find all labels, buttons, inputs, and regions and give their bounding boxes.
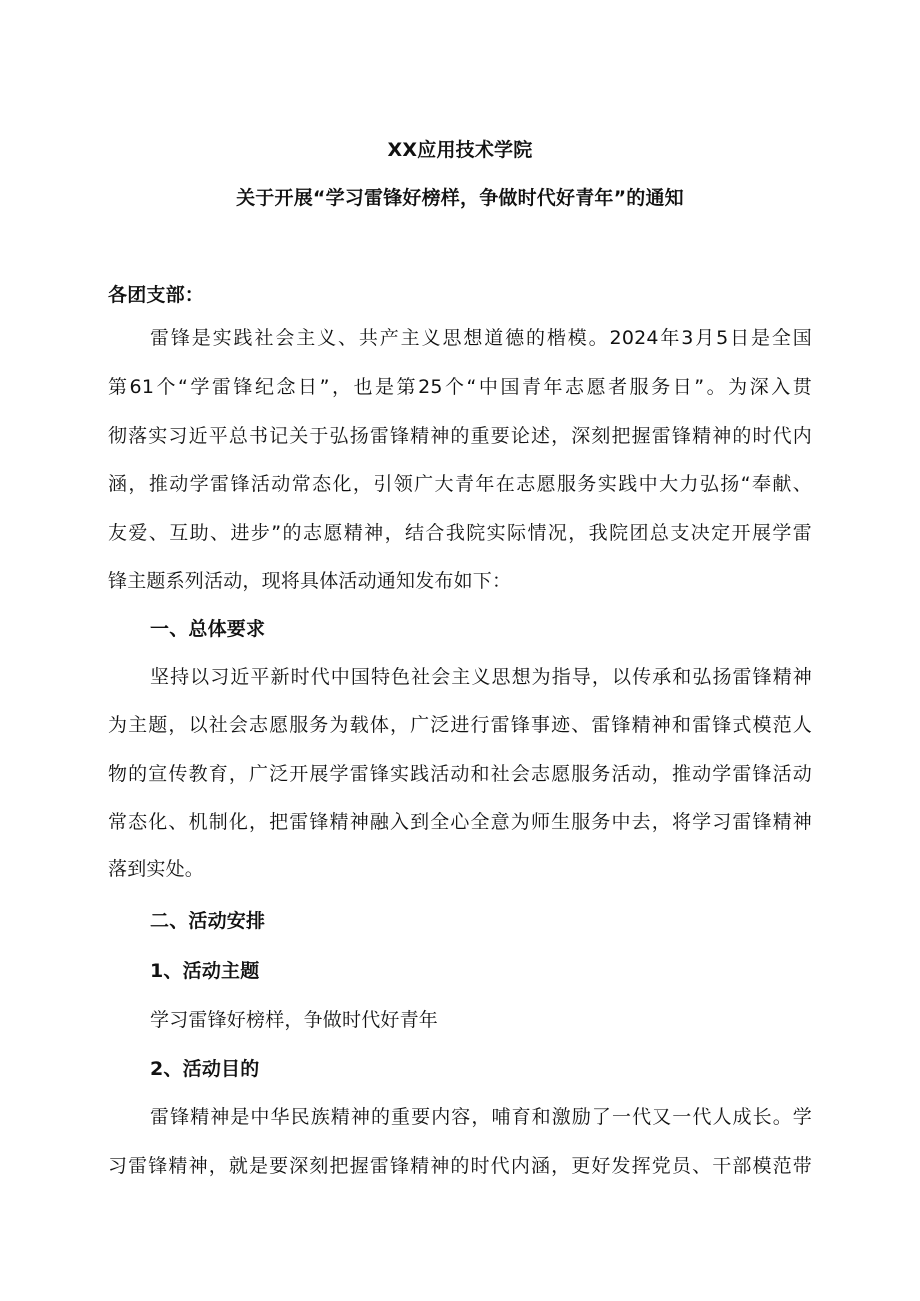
section1-line: 坚持以习近平新时代中国特色社会主义思想为指导，以传承和弘扬雷锋精神 <box>150 666 812 688</box>
section-heading: 一、总体要求 <box>150 618 266 640</box>
intro-line: 友爱、互助、进步”的志愿精神，结合我院实际情况，我院团总支决定开展学雷 <box>108 522 812 544</box>
notice-title: 关于开展“学习雷锋好榜样，争做时代好青年”的通知 <box>236 187 684 209</box>
section-heading: 二、活动安排 <box>150 910 266 932</box>
salutation: 各团支部： <box>108 284 205 306</box>
section1-line: 落到实处。 <box>108 858 205 880</box>
section1-line: 为主题，以社会志愿服务为载体，广泛进行雷锋事迹、雷锋精神和雷锋式模范人 <box>108 714 812 736</box>
intro-line: 彻落实习近平总书记关于弘扬雷锋精神的重要论述，深刻把握雷锋精神的时代内 <box>108 425 812 447</box>
subsection-heading: 2、活动目的 <box>150 1058 260 1080</box>
activity-theme-text: 学习雷锋好榜样，争做时代好青年 <box>150 1009 439 1031</box>
section2-line: 雷锋精神是中华民族精神的重要内容，哺育和激励了一代又一代人成长。学 <box>150 1106 812 1128</box>
intro-line: 锋主题系列活动，现将具体活动通知发布如下： <box>108 570 512 592</box>
section2-line: 习雷锋精神，就是要深刻把握雷锋精神的时代内涵，更好发挥党员、干部模范带 <box>108 1155 812 1177</box>
section1-line: 物的宣传教育，广泛开展学雷锋实践活动和社会志愿服务活动，推动学雷锋活动 <box>108 763 812 785</box>
subsection-heading: 1、活动主题 <box>150 960 260 982</box>
section1-line: 常态化、机制化，把雷锋精神融入到全心全意为师生服务中去，将学习雷锋精神 <box>108 811 812 833</box>
intro-line: 涵，推动学雷锋活动常态化，引领广大青年在志愿服务实践中大力弘扬“奉献、 <box>108 473 812 495</box>
intro-line: 雷锋是实践社会主义、共产主义思想道德的楷模。2024年3月5日是全国 <box>150 327 812 349</box>
institution-heading: XX应用技术学院 <box>387 139 533 161</box>
intro-line: 第61个“学雷锋纪念日”，也是第25个“中国青年志愿者服务日”。为深入贯 <box>108 376 812 398</box>
